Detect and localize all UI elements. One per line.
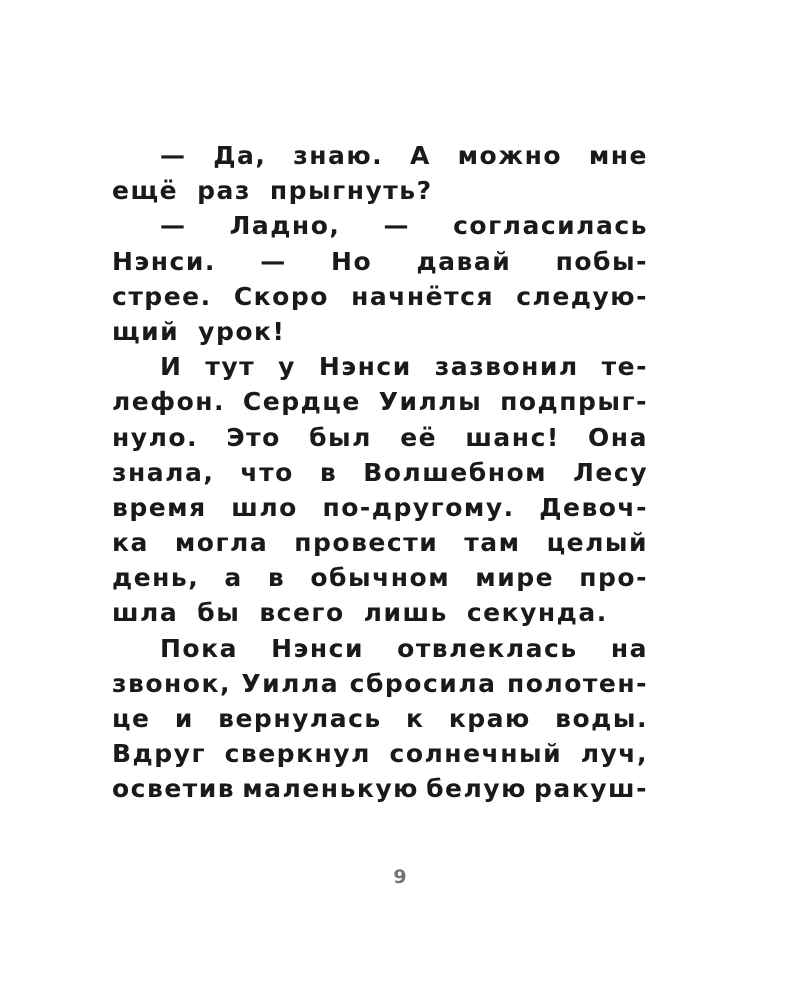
word: и <box>174 704 194 733</box>
word: тут <box>205 352 256 382</box>
word: Да, <box>213 141 267 170</box>
text-line <box>112 666 648 701</box>
word: Лесу <box>573 457 648 487</box>
text-line <box>112 314 648 349</box>
word: начнётся <box>351 281 494 311</box>
word: Нэнси <box>318 352 412 382</box>
word: щий <box>112 316 180 346</box>
word: Но <box>331 246 373 276</box>
word: прыгнуть? <box>269 176 433 206</box>
text-line <box>112 455 648 490</box>
text-line <box>112 631 648 666</box>
word: в <box>267 563 286 593</box>
word: белую <box>426 774 527 804</box>
word: воды. <box>555 704 648 733</box>
word: шла <box>112 598 179 628</box>
word: целый <box>546 528 648 558</box>
word: — <box>160 141 187 170</box>
word: И <box>160 352 183 382</box>
word: согласилась <box>453 211 648 241</box>
word: раз <box>197 176 251 206</box>
word: у <box>278 352 296 382</box>
word: сбросила <box>349 668 497 698</box>
word: Это <box>226 422 281 452</box>
word: секунда. <box>466 598 608 628</box>
word: солнечный <box>389 739 563 769</box>
word: — <box>260 246 287 276</box>
word: отвлеклась <box>397 633 578 663</box>
text-line <box>112 208 648 243</box>
word: маленькую <box>242 774 419 804</box>
word: можно <box>457 141 563 170</box>
word: Она <box>588 422 648 452</box>
text-line <box>112 420 648 455</box>
word: мне <box>588 141 648 170</box>
word: следую- <box>516 281 648 311</box>
word: стрее. <box>112 281 212 311</box>
word: сверкнул <box>224 739 371 769</box>
word: — <box>160 211 187 241</box>
word: могла <box>174 528 269 558</box>
word: к <box>406 704 425 733</box>
word: Скоро <box>233 281 329 311</box>
word: на <box>610 633 648 663</box>
word: ещё <box>112 176 179 206</box>
text-line <box>112 771 648 806</box>
text-line <box>112 244 648 279</box>
word: луч, <box>580 739 648 769</box>
text-line <box>112 384 648 419</box>
text-line <box>112 173 648 208</box>
word: вернулась <box>218 704 382 733</box>
word: це <box>112 704 151 733</box>
word: мире <box>475 563 555 593</box>
word: те- <box>601 352 648 382</box>
word: в <box>319 457 338 487</box>
word: — <box>383 211 410 241</box>
word: Девоч- <box>539 492 648 522</box>
page-number: 9 <box>393 866 407 888</box>
word: бы <box>197 598 241 628</box>
text-line <box>112 701 648 736</box>
word: что <box>240 457 294 487</box>
word: Уиллы <box>378 387 483 417</box>
word: всего <box>259 598 345 628</box>
text-line <box>112 138 648 173</box>
text-line <box>112 349 648 384</box>
word: Вдруг <box>112 739 206 769</box>
word: был <box>309 422 372 452</box>
word: Сердце <box>242 387 361 417</box>
word: про- <box>579 563 648 593</box>
word: Ладно, <box>229 211 341 241</box>
word: Волшебном <box>363 457 548 487</box>
word: осветив <box>112 774 236 804</box>
word: время <box>112 492 207 522</box>
page-text <box>112 138 648 807</box>
word: знаю. <box>293 141 384 170</box>
word: знала, <box>112 457 215 487</box>
word: ка <box>112 528 149 558</box>
word: урок! <box>198 316 286 346</box>
text-line <box>112 490 648 525</box>
word: Пока <box>160 633 238 663</box>
text-line <box>112 595 648 630</box>
word: побы- <box>555 246 648 276</box>
word: её <box>400 422 438 452</box>
word: по-другому. <box>322 492 515 522</box>
word: там <box>464 528 521 558</box>
word: давай <box>416 246 512 276</box>
text-line <box>112 525 648 560</box>
text-line <box>112 279 648 314</box>
word: нуло. <box>112 422 199 452</box>
word: Уилла <box>241 668 340 698</box>
word: звонок, <box>112 668 231 698</box>
word: день, <box>112 563 200 593</box>
word: ракуш- <box>534 774 648 804</box>
word: провести <box>294 528 439 558</box>
word: краю <box>448 704 531 733</box>
word: Нэнси <box>271 633 364 663</box>
word: шло <box>231 492 298 522</box>
word: А <box>409 141 431 170</box>
text-line <box>112 736 648 771</box>
word: зазвонил <box>434 352 579 382</box>
word: подпрыг- <box>500 387 648 417</box>
word: Нэнси. <box>112 246 216 276</box>
word: лефон. <box>112 387 226 417</box>
word: шанс! <box>465 422 560 452</box>
word: лишь <box>363 598 448 628</box>
word: полотен- <box>506 668 648 698</box>
word: обычном <box>310 563 451 593</box>
word: а <box>224 563 243 593</box>
text-line <box>112 560 648 595</box>
